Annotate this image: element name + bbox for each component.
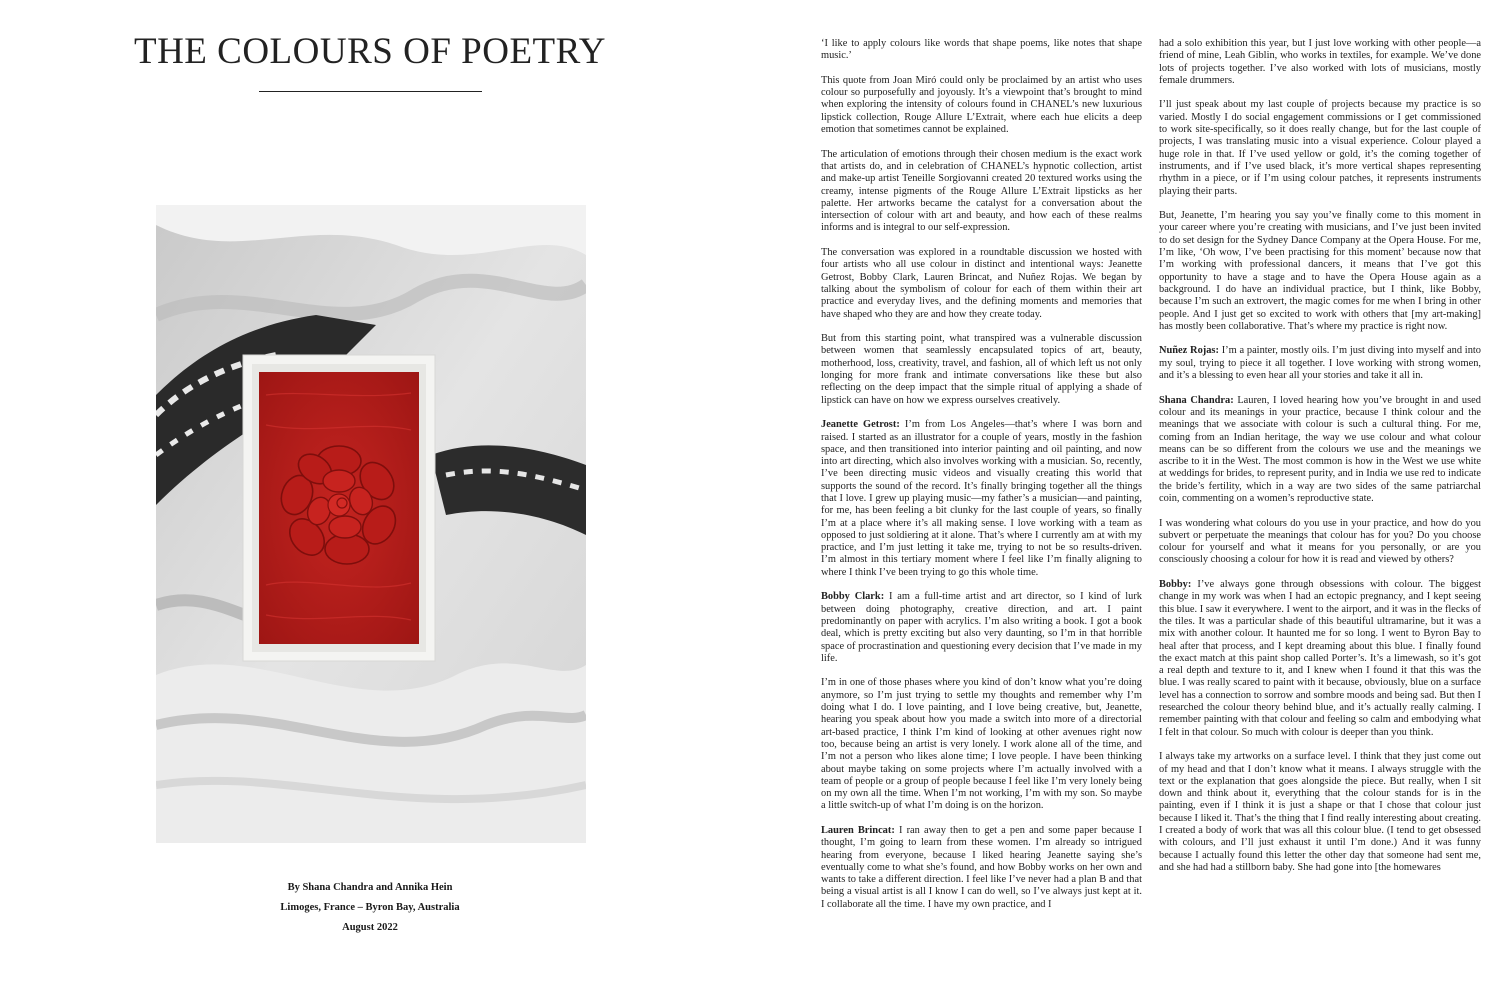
paragraph: This quote from Joan Miró could only be proclaimed by an artist who uses colour so purposefully and joyously. It’s a viewpoint that’s brought to mind when exploring the intensity of colours found in CHANEL’s new luxurious lipstick collection, Rouge Allure L’Extrait, where each hue elicits a deep emotion that sometimes cannot be explained.: [821, 74, 1142, 136]
speaker-name: Lauren Brincat:: [821, 825, 895, 836]
speaker-name: Bobby:: [1159, 579, 1192, 591]
paragraph: Shana Chandra: Lauren, I loved hearing how you’ve brought in and used colour and its meanings in your practice, because I think colour and the meanings that we associate with colour is such a cultural thing. For me, coming from an Indian heritage, the way we use colour and what colour means can be so different from the colours we use and the meanings we ascribe to it in the West. The most common is how in the West we use white at weddings for brides, to represent purity, and in India we use red to indicate the bride’s fertility, which in a way are two sides of the same patriarchal coin, commenting on a women’s reproductive state.: [1159, 394, 1481, 504]
paragraph: ‘I like to apply colours like words that shape poems, like notes that shape music.’: [821, 38, 1142, 62]
byline-location: Limoges, France – Byron Bay, Australia: [280, 902, 460, 913]
text-column-1: [821, 38, 1142, 923]
feature-photo: [156, 205, 586, 843]
byline-authors: By Shana Chandra and Annika Hein: [287, 882, 453, 893]
paragraph: Jeanette Getrost: I’m from Los Angeles—that’s where I was born and raised. I started as an illustrator for a couple of years, mostly in the fashion space, and then transitioned into interior painting and oil painting, and now into art directing, which also involves working with a musician. So, recently, I’ve been directing music videos and visually creating this world that supports the sound of the record. It’s finally bringing together all the things that I love. I grew up playing music—my father’s a musician—and painting, for me, has been feeling a bit clunky for the last couple of years, so finally I’m at a place where it’s all making sense. I love working with a team as opposed to just soldiering at it alone. That’s where I currently am at with my practice, and I’m just letting it take me, trying to not be so results-driven. I’m almost in this tertiary moment where I feel like I’m finally aligning to where I think I’ve been trying to go this whole time.: [821, 419, 1143, 578]
paragraph: But from this starting point, what transpired was a vulnerable discussion between women that seamlessly encapsulated topics of art, beauty, motherhood, loss, creativity, travel, and fashion, all of which left us not only longing for more frank and intimate conversations like these but also reflecting on the deep impact that the simple ritual of applying a shade of lipstick can have on how we express ourselves creatively.: [821, 333, 1142, 406]
paragraph: I’m in one of those phases where you kind of don’t know what you’re doing anymore, so I’m just trying to settle my thoughts and remember why I’m doing what I do. I love painting, and I love being creative, but, Jeanette, hearing you speak about how you made a switch into more of a directorial art-based practice, I think I’m kind of looking at other avenues right now too, because being an artist is very lonely. I work alone all of the time, and I’m not a person who likes alone time; I love people. I have been thinking about maybe taking on some projects where I’m actually involved with a team of people or a group of people because I feel like I’m very lonely being on my own all the time. When I’m not working, I’m with my son. So maybe a little switch-up of what I’m doing is on the horizon.: [821, 677, 1142, 812]
paragraph: I always take my artworks on a surface level. I think that they just come out of my head and that I don’t know what it means. I always struggle with the text or the explanation that goes alongside the piece. But really, when I sit down and think about it, everything that the colour stands for is in the painting, even if I think it is just a shape or that I chose that colour just because I liked it. That’s the thing that I find really interesting about creating. I created a body of work that was all this colour blue. (I tend to get obsessed with colours, and I’ll just exhaust it until I’m done.) And it was funny because I actually found this letter the other day that someone had sent me, and she had had a stillborn baby. She had gone into [the homewares: [1159, 751, 1481, 873]
paragraph: Bobby Clark: I am a full-time artist and art director, so I kind of lurk between doing photography, creative direction, and art. I paint predominantly on paper with acrylics. I’m also writing a book. I got a book deal, which is pretty exciting but also very daunting, so I’m in that horrible space of procrastination and questioning every decision that I’ve made in my life.: [821, 591, 1142, 664]
speaker-name: Shana Chandra:: [1159, 394, 1234, 406]
text-column-2: [1159, 38, 1481, 886]
paragraph: had a solo exhibition this year, but I just love working with other people—a friend of mine, Leah Giblin, who works in textiles, for example. We’ve done lots of projects together. I’ve also worked with lots of musicians, mostly female drummers.: [1159, 38, 1481, 86]
page-title: THE COLOURS OF POETRY: [133, 31, 607, 72]
speaker-name: Bobby Clark:: [821, 591, 885, 603]
paragraph: Lauren Brincat: I ran away then to get a pen and some paper because I thought, I’m going to learn from these women. I’m already so intrigued hearing from everyone, because I liked hearing Jeanette saying she’s eventually come to what she’s found, and how Bobby works on her own and wants to take a different direction. I feel like I’ve never had a plan B and that being a visual artist is all I know I can do well, so I’ve always just kept at it. I collaborate all the time. I have my own practice, and I: [821, 825, 1142, 910]
feature-photo-art: [156, 205, 586, 843]
title-divider: [259, 91, 482, 92]
paragraph: Nuñez Rojas: I’m a painter, mostly oils. I’m just diving into myself and into my soul, trying to piece it all together. I love working with strong women, and it’s a blessing to even hear all your stories and take it all in.: [1159, 345, 1481, 382]
byline: [170, 878, 570, 938]
paragraph: But, Jeanette, I’m hearing you say you’ve finally come to this moment in your career where you’re creating with musicians, and I’ve just been invited to do set design for the Sydney Dance Company at the Opera House. For me, I’m like, ‘Oh wow, I’ve been practising for this moment’ because now that I’m working with professional dancers, it means that I’ve got this opportunity to have a stage and to have the Opera House again as a background. I do have an individual practice, but I think, like Bobby, because I’m such an extrovert, the magic comes for me when I bring in other people. And I just get so excited to work with others that [my art-making] has mostly been collaborative. That’s where my practice is right now.: [1159, 210, 1481, 332]
paragraph: I was wondering what colours do you use in your practice, and how do you subvert or perpetuate the meanings that colour has for you? Do you choose colour for yourself and what it means for you personally, or are you consciously choosing a colour for how it is read and viewed by others?: [1159, 517, 1481, 566]
speaker-name: Nuñez Rojas:: [1159, 345, 1219, 357]
paragraph: The conversation was explored in a roundtable discussion we hosted with four artists who all use colour in distinct and intentional ways: Jeanette Getrost, Bobby Clark, Lauren Brincat, and Nuñez Rojas. We began by talking about the symbolism of colour for each of them within their art practice and everyday lives, and the defining moments and memories that have shaped who they are and how they create today.: [821, 247, 1142, 320]
byline-date: August 2022: [342, 922, 398, 933]
paragraph: The articulation of emotions through their chosen medium is the exact work that artists do, and in celebration of CHANEL’s hypnotic collection, artist and make-up artist Teneille Sorgiovanni created 20 textured works using the creamy, intense pigments of the Rouge Allure L’Extrait lipsticks as her palette. Her artworks became the catalyst for a conversation about the intersection of colour with art and beauty, and how each of these realms informs and is integral to our self-expression.: [821, 148, 1142, 234]
speaker-name: Jeanette Getrost:: [821, 419, 900, 431]
paragraph: Bobby: I’ve always gone through obsessions with colour. The biggest change in my work was when I had an ectopic pregnancy, and I kept seeing this blue. I saw it everywhere. I went to the airport, and it was in the flecks of the tiles. It was a particular shade of this beautiful ultramarine, but it was a mix with another colour. It haunted me for so long. I went to Byron Bay to heal after that process, and I kept dreaming about this blue. I finally found the exact match at this paint shop called Porter’s. It’s a limewash, so it’s got a real depth and texture to it, and I knew when I found it that this was the blue. I was really scared to paint with it because, obviously, blue on a surface level has a connection to sorrow and sombre moods and being sad. But then I researched the colour theory behind blue, and it’s actually really calming. I remember painting with that colour and feeling so calm and embodying what I felt in that colour. So much with colour is deeper than you think.: [1159, 579, 1482, 738]
paragraph: I’ll just speak about my last couple of projects because my practice is so varied. Mostly I do social engagement commissions or I get commissioned to work site-specifically, so it does really change, but for the last couple of projects, I was translating music into a visual experience. Colour played a huge role in that. If I’ve used yellow or gold, it’s the coming together of instruments, and if I’ve used black, it’s more vertical shapes representing rhythm in a piece, or if I’m using colour patches, it represents instruments playing their parts.: [1159, 99, 1481, 197]
